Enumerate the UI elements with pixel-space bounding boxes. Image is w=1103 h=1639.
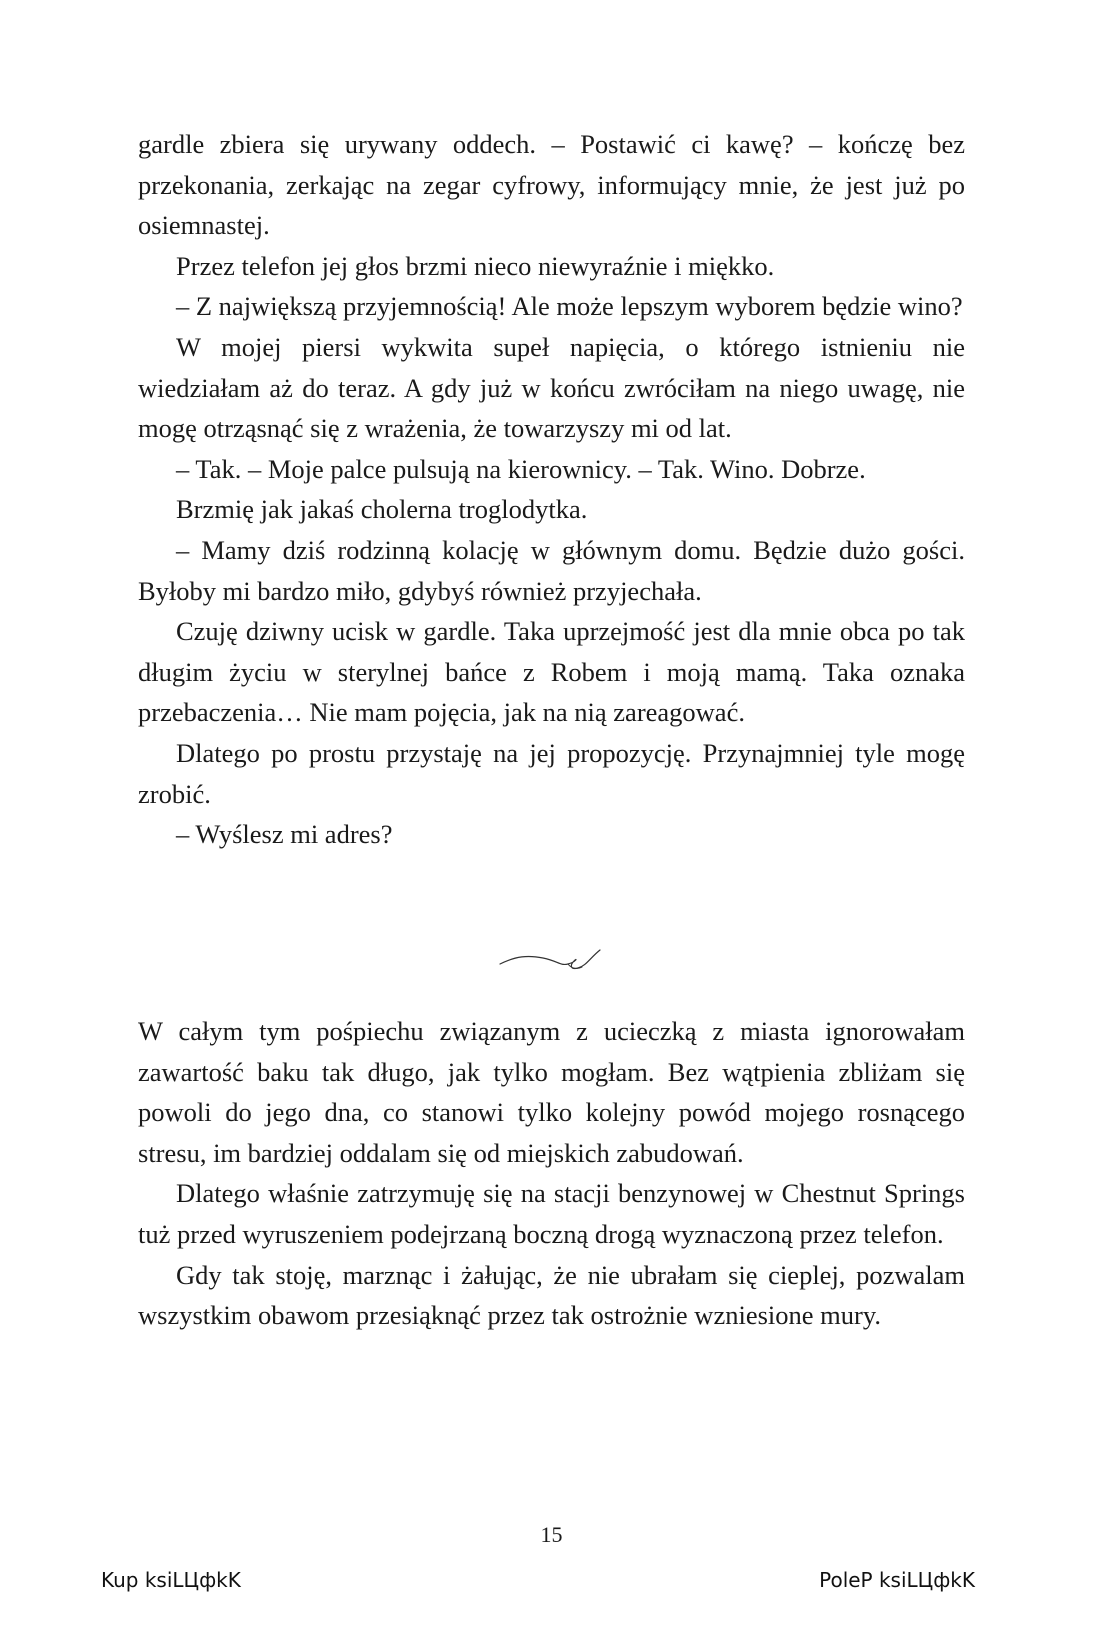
recommend-book-link[interactable]: PoleP ksiLЦфkK — [819, 1568, 975, 1592]
paragraph: Dlatego właśnie zatrzymuję się na stacji benzynowej w Chestnut Springs tuż przed wyruszeniem podejrzaną boczną drogą wyznaczoną przez telefon. — [138, 1178, 965, 1249]
page-number: 15 — [540, 1522, 563, 1547]
buy-book-link[interactable]: Kup ksiLЦфkK — [101, 1568, 241, 1592]
paragraph: – Z największą przyjemnością! Ale może lepszym wyborem będzie wino? — [176, 291, 963, 322]
paragraph: Czuję dziwny ucisk w gardle. Taka uprzejmość jest dla mnie obca po tak długim życiu w sterylnej bańce z Robem i moją mamą. Taka oznaka przebaczenia… Nie mam pojęcia, jak na nią zareagować. — [138, 616, 965, 728]
paragraph: W mojej piersi wykwita supeł napięcia, o którego istnieniu nie wiedziałam aż do teraz. A gdy już w końcu zwróciłam na niego uwagę, nie mogę otrząsnąć się z wrażenia, że towarzyszy mi od lat. — [138, 331, 965, 444]
paragraph: Przez telefon jej głos brzmi nieco niewyraźnie i miękko. — [176, 250, 775, 281]
paragraph: Gdy tak stoję, marznąc i żałując, że nie ubrałam się cieplej, pozwalam wszystkim obawom przesiąknąć przez tak ostrożnie wzniesione mury. — [138, 1259, 965, 1331]
paragraph: Brzmię jak jakaś cholerna troglodytka. — [176, 494, 588, 525]
paragraph: gardle zbiera się urywany oddech. – Postawić ci kawę? – kończę bez przekonania, zerkając na zegar cyfrowy, informujący mnie, że jest już po osiemnastej. — [138, 129, 965, 241]
flourish-divider-icon — [498, 946, 608, 976]
text-block-bottom — [138, 1011, 965, 1336]
paragraph: – Tak. – Moje palce pulsują na kierownicy. – Tak. Wino. Dobrze. — [176, 453, 866, 484]
paragraph: Dlatego po prostu przystaję na jej propozycję. Przynajmniej tyle mogę zrobić. — [138, 737, 965, 809]
paragraph: – Wyślesz mi adres? — [176, 819, 393, 850]
text-block-top — [138, 124, 965, 855]
paragraph: W całym tym pośpiechu związanym z ucieczką z miasta ignorowałam zawartość baku tak długo, jak tylko mogłam. Bez wątpienia zbliżam się powoli do jego dna, co stanowi tylko kolejny powód mojego rosnącego stresu, im bardziej oddalam się od miejskich zabudowań. — [138, 1016, 965, 1168]
paragraph: – Mamy dziś rodzinną kolację w głównym domu. Będzie dużo gości. Byłoby mi bardzo miło, gdybyś również przyjechała. — [138, 534, 965, 606]
